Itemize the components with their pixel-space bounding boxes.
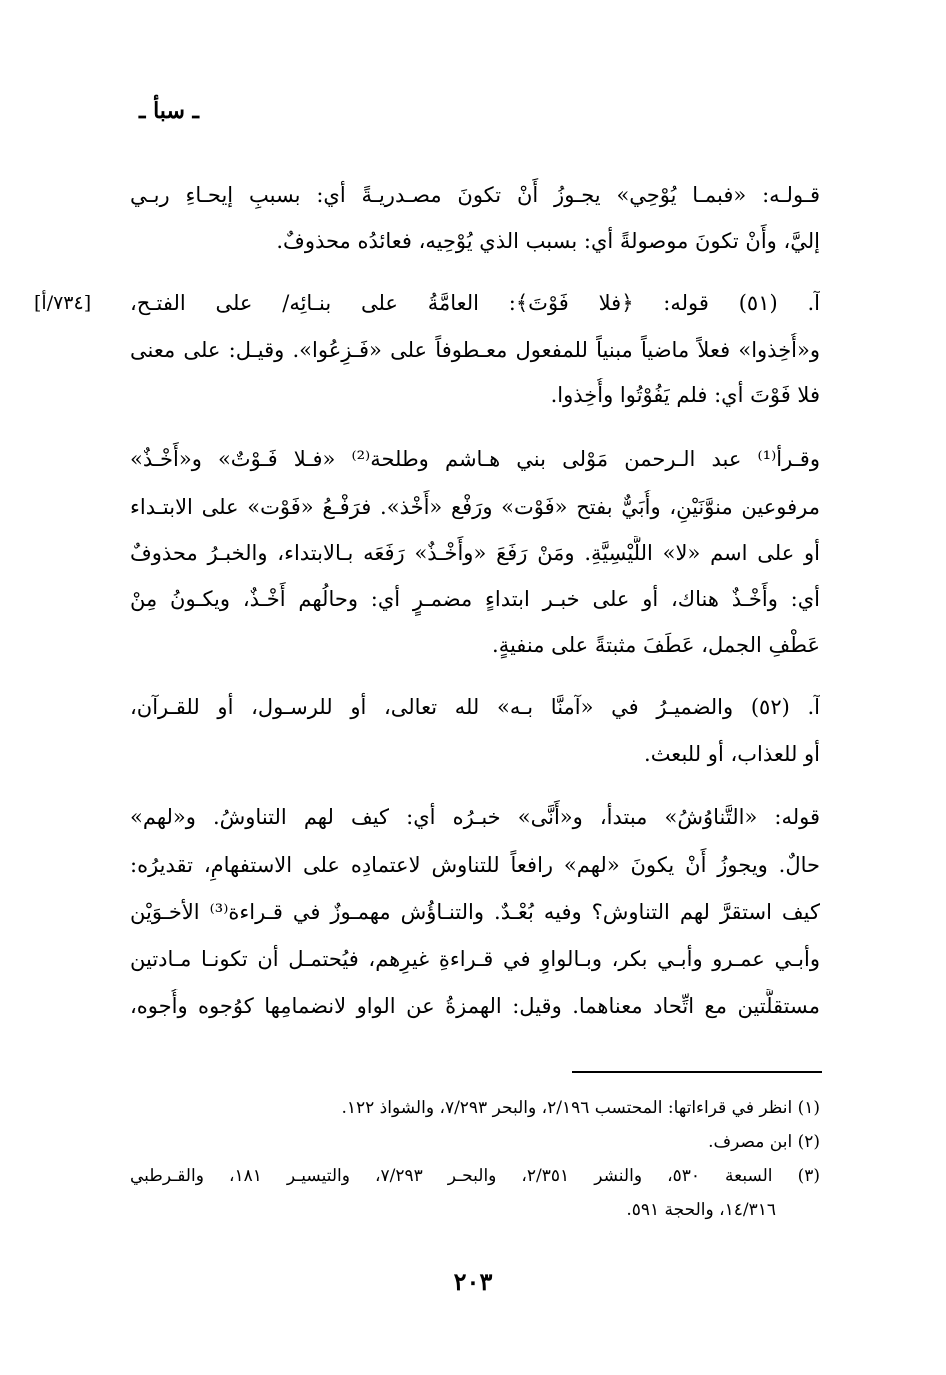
text-line: قـولـه: «فبمـا يُوْحِي» يجـوزُ أَنْ تكونَ مصـدريـةً أي: بسببِ إيحـاءِ ربـي — [130, 183, 820, 207]
footnote-number: (٣) — [797, 1166, 820, 1186]
text-line: مرفوعين منوَّنَيْنِ، وأُبَيٌّ بفتح «فَوْت» ورَفْع «أَخْذ». فرَفْـعُ «فَوْت» على الابتـداء — [130, 495, 820, 519]
footnote-number: (٢) — [797, 1132, 820, 1152]
footnote-text: السبعة ٥٣٠، والنشر ٢/٣٥١، والبحـر ٧/٢٩٣، والتيسيـر ١٨١، والقـرطبي — [130, 1166, 773, 1186]
chapter-header: ـ سبأ ـ — [139, 98, 199, 124]
page-number: ٢٠٣ — [453, 1267, 493, 1296]
text-line: أو للعذاب، أو للبعث. — [644, 742, 820, 766]
text-line: مستقلَّتين مع اتِّحاد معناهما. وقيل: الهمزةُ عن الواو لانضمامِها كوُجوه وأُجوه، — [130, 994, 820, 1018]
text-line: حالٌ. ويجوزُ أَنْ يكونَ «لهم» رافعاً للتناوش لاعتمادِه على الاستفهامِ، تقديرُه: — [130, 853, 820, 877]
footnote-separator — [572, 1071, 822, 1073]
text-line: قوله: «التَّناوُشُ» مبتدأ، و«أَنَّى» خبـرُه أي: كيف لهم التناوشُ. و«لهم» — [130, 805, 820, 829]
text-line: وأبـي عمـرو وأبـي بكر، وبـالواوِ في قـراءةِ غيرِهم، فيُحتمـل أن تكونـا مـادتين — [130, 947, 820, 971]
footnote-text: ابن مصرف. — [708, 1132, 793, 1152]
text-line: وقـرأ⁽¹⁾ عبد الـرحمن مَوْلى بني هـاشم وطلحة⁽²⁾ «فـلا فَـوْتٌ» و«أَخْـذٌ» — [130, 447, 820, 471]
text-line: كيف استقرَّ لهم التناوش؟ وفيه بُعْـدٌ. والتنـاؤُش مهمـوزٌ في قـراءة⁽³⁾ الأخـوَيْن — [130, 900, 820, 924]
footnote-number: (١) — [797, 1098, 820, 1118]
footnote-2 — [130, 1128, 820, 1156]
text-line: أي: وأَخْـذٌ هناك، أو على خبـر ابتداءٍ مضمـرٍ أي: وحالُهم أَخْـذٌ، ويكـونُ مِنْ — [130, 587, 820, 611]
text-line: أو على اسم «لا» اللَّيْسِيَّةِ. ومَنْ رَفَعَ «وأَخْـذٌ» رَفَعَه بـالابتداء، والخبـرُ محذوفٌ — [130, 541, 820, 565]
footnote-3 — [130, 1162, 820, 1190]
text-line: فلا فَوْتَ أي: فلم يَفُوْتُوا وأُخِذوا. — [550, 383, 820, 407]
footnote-text: انظر في قراءاتها: المحتسب ٢/١٩٦، والبحر ٧/٢٩٣، والشواذ ١٢٢. — [341, 1098, 793, 1118]
text-line: عَطْفِ الجمل، عَطَفَ مثبتةً على منفيةٍ. — [492, 633, 820, 657]
text-line: آ. (٥١) قوله: ﴿فلا فَوْتَ﴾: العامَّةُ على بنـائِه/ على الفتـح، — [130, 291, 820, 315]
footnote-1 — [130, 1094, 820, 1122]
footnote-3-continuation: ١٤/٣١٦، والحجة ٥٩١. — [626, 1200, 776, 1220]
text-line: إليَّ، وأَنْ تكونَ موصولةً أي: بسبب الذي يُوْحِيه، فعائدُه محذوفٌ. — [276, 229, 820, 253]
text-line: و«أُخِذوا» فعلاً ماضياً مبنياً للمفعول معـطوفاً على «فَـزِعُوا». وقيـل: على معنى — [130, 338, 820, 362]
text-line: آ. (٥٢) والضميـرُ في «آمنَّا بـه» لله تعالى، أو للرسـول، أو للقـرآن، — [130, 695, 820, 719]
manuscript-folio-marker: [٧٣٤/أ] — [34, 292, 92, 314]
